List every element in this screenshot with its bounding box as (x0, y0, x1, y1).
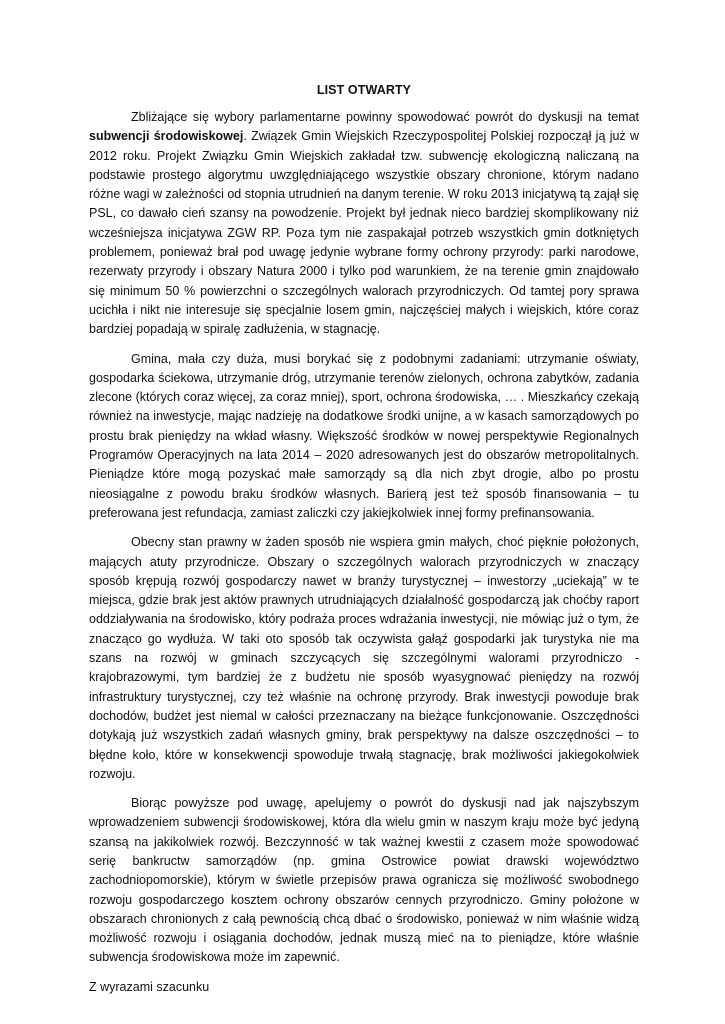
paragraph-1-intro: Zbliżające się wybory parlamentarne powinny spowodować powrót do dyskusji na temat (131, 110, 639, 124)
paragraph-1 (89, 108, 639, 340)
paragraph-2: Gmina, mała czy duża, musi borykać się z podobnymi zadaniami: utrzymanie oświaty, gospodarka ściekowa, utrzymanie dróg, utrzymanie terenów zielonych, ochrona zabytków, zadania zlecone (których coraz więcej, za coraz mniej), sport, ochrona środowiska, … . Mieszkańcy czekają również na inwestycje, mając nadzieję na dodatkowe środki unijne, a w kasach samorządowych po prostu brak pieniędzy na wkład własny. Większość środków w nowej perspektywie Regionalnych Programów Operacyjnych na lata 2014 – 2020 adresowanych jest do obszarów metropolitalnych. Pieniądze które mogą pozyskać małe samorządy są dla nich zbyt drogie, albo po prostu nieosiągalne z powodu braku środków własnych. Barierą jest też sposób finansowania – tu preferowana jest refundacja, zamiast zaliczki czy jakiejkolwiek innej formy prefinansowania. (89, 351, 639, 520)
paragraph-1-rest: . Związek Gmin Wiejskich Rzeczypospolitej Polskiej rozpoczął ją już w 2012 roku. Projekt Związku Gmin Wiejskich zakładał tzw. subwencję ekologiczną naliczaną na podstawie prostego algorytmu uwzględniającego wszystkie obszary chronione, którym nadano różne wagi w zależności od stopnia utrudnień na danym terenie. W roku 2013 inicjatywą tą zajął się PSL, co dawało cień szansy na powodzenie. Projekt był jednak nieco bardziej skomplikowany niż wcześniejsza inicjatywa ZGW RP. Poza tym nie zaspakajał potrzeb wszystkich gmin dotkniętych problemem, ponieważ brał pod uwagę jedynie wybrane formy ochrony przyrody: parki narodowe, rezerwaty przyrody i obszary Natura 2000 i tylko pod warunkiem, że na terenie gmin znajdowało się minimum 50 % powierzchni o szczególnych walorach przyrodniczych. Od tamtej pory sprawa ucichła i nikt nie interesuje się specjalnie losem gmin, najczęściej małych i wiejskich, które coraz bardziej popadają w spiralę zadłużenia, w stagnację. (89, 129, 639, 337)
paragraph-4: Biorąc powyższe pod uwagę, apelujemy o powrót do dyskusji nad jak najszybszym wprowadzeniem subwencji środowiskowej, która dla wielu gmin w naszym kraju może być jedyną szansą na jakikolwiek rozwój. Bezczynność w tak ważnej kwestii z czasem może spowodować serię bankructw samorządów (np. gmina Ostrowice powiat drawski województwo zachodniopomorskie), którym w świetle przepisów prawa ogranicza się możliwość swobodnego rozwoju gospodarczego kosztem ochrony obszarów cennych przyrodniczo. Gminy położone w obszarach chronionych z całą pewnością chcą dbać o środowisko, ponieważ w nim właśnie widzą możliwość rozwoju i osiągania dochodów, jednak muszą mieć na to pieniądze, które właśnie subwencja środowiskowa może im zapewnić. (89, 796, 639, 965)
closing-salutation: Z wyrazami szacunku (89, 979, 210, 994)
letter-page (89, 80, 639, 997)
paragraph-1-bold-term: subwencji środowiskowej (89, 129, 244, 144)
paragraph-3: Obecny stan prawny w żaden sposób nie wspiera gmin małych, choć pięknie położonych, mających atuty przyrodnicze. Obszary o szczególnych walorach przyrodniczych w znaczący sposób krępują rozwój gospodarczy nawet w branży turystycznej – inwestorzy „uciekają” w te miejsca, gdzie brak jest aktów prawnych utrudniających działalność gospodarczą jak choćby raport oddziaływania na środowisko, który podraża proces wdrażania inwestycji, nie mówiąc już o tym, że znacząco go wydłuża. W taki oto sposób tak oczywista gałąź gospodarki jak turystyka nie ma szans na rozwój w gminach szczycących się szczególnymi walorami przyrodniczo - krajobrazowymi, tym bardziej że z budżetu nie sposób wyasygnować pieniędzy na rozwój infrastruktury turystycznej, czy też właśnie na ochronę przyrody. Brak inwestycji powoduje brak dochodów, budżet jest niemal w całości przeznaczany na bieżące funkcjonowanie. Oszczędności dotykają już wszystkich zadań własnych gminy, brak perspektywy na dalsze oszczędności – to błędne koło, które w konsekwencji spowoduje trwałą stagnację, brak możliwości jakiegokolwiek rozwoju. (89, 535, 639, 781)
letter-title: LIST OTWARTY (316, 83, 412, 97)
